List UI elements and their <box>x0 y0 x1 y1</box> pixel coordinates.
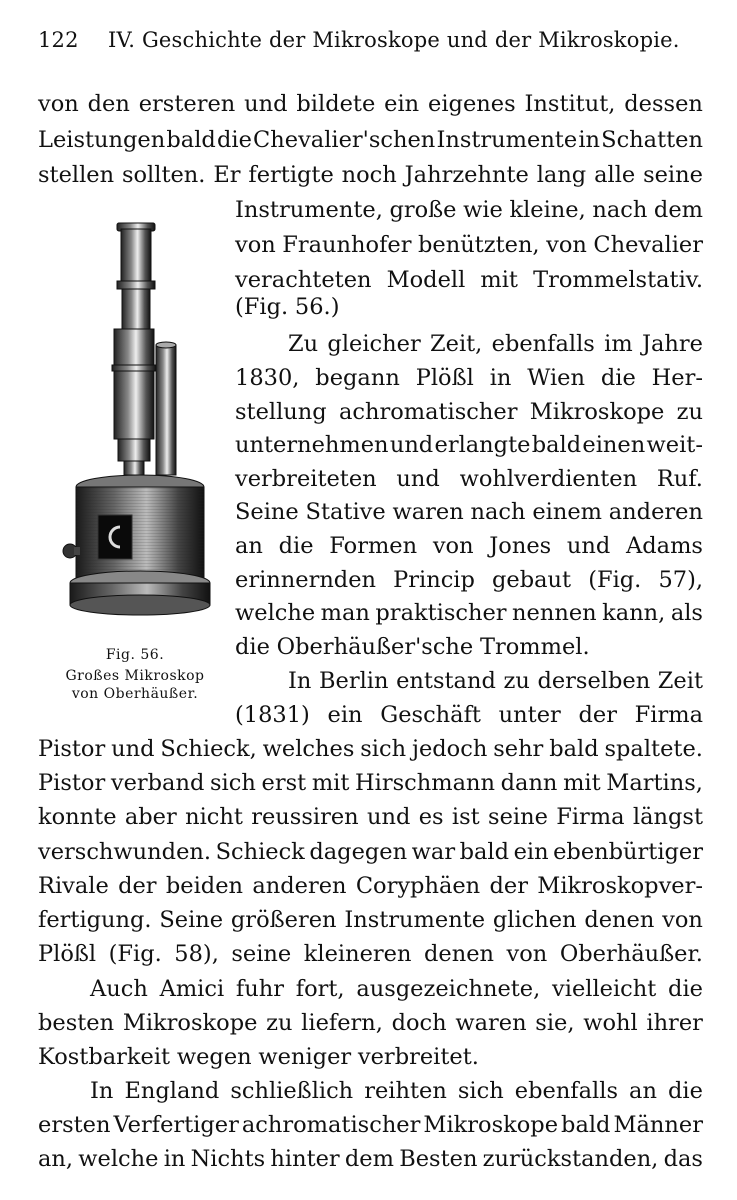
word: in <box>578 127 601 153</box>
word: glichen <box>492 907 577 933</box>
word: Berlin <box>319 668 389 694</box>
word: waren <box>392 499 464 525</box>
text-line <box>38 124 703 156</box>
word: verbreitet. <box>357 1044 479 1070</box>
word: seine <box>231 941 292 967</box>
figure-caption-line-2: von Oberhäußer. <box>71 686 199 702</box>
figure-caption-line-1: Großes Mikroskop <box>65 668 205 684</box>
word: einen <box>582 432 646 458</box>
word: ebenfalls <box>514 1078 618 1104</box>
word: Hirschmann <box>355 770 495 796</box>
word: ihrer <box>646 1010 703 1036</box>
word: aber <box>124 804 177 830</box>
word: Verfertiger <box>113 1112 239 1138</box>
word: welches <box>262 736 355 762</box>
word: die <box>668 1078 703 1104</box>
word: nicht <box>185 804 243 830</box>
word: Adams <box>626 533 703 559</box>
word: (Fig. <box>588 567 642 593</box>
word: dann <box>500 770 558 796</box>
word: Instrumente <box>344 907 486 933</box>
word: Schieck, <box>160 736 257 762</box>
word: Leistungen <box>38 127 166 153</box>
word: Pistor <box>38 736 106 762</box>
microscope-illustration <box>60 215 220 635</box>
word: ebenbürtiger <box>553 839 703 865</box>
word: und <box>389 432 434 458</box>
word: doch <box>391 1010 447 1036</box>
page-number: 122 <box>38 28 79 52</box>
word: und <box>244 91 288 117</box>
word: Schatten <box>601 127 703 153</box>
word: zu <box>503 668 530 694</box>
word: Trommel. <box>479 634 590 660</box>
word: mit <box>480 267 518 293</box>
word: anderen <box>608 499 703 525</box>
word: waren <box>455 1010 527 1036</box>
word: Jahre <box>642 331 703 357</box>
word: von <box>546 232 587 258</box>
word: Zu <box>288 331 319 357</box>
word: eigenes <box>428 91 516 117</box>
word: denen <box>424 941 495 967</box>
word: Pistor <box>38 770 106 796</box>
word: bald <box>561 1112 611 1138</box>
word: Plößl <box>415 365 474 391</box>
word: die <box>668 976 703 1002</box>
word: Nichts <box>190 1146 266 1172</box>
word: Oberhäußer'sche <box>276 634 474 660</box>
word: der <box>489 873 528 899</box>
word: England <box>124 1078 220 1104</box>
word: Oberhäußer. <box>559 941 703 967</box>
word: Trommelstativ. <box>533 267 703 293</box>
word: längst <box>632 804 703 830</box>
word: Auch <box>90 976 148 1002</box>
text-line <box>235 194 703 226</box>
word: an <box>629 1078 657 1104</box>
word: von <box>38 91 79 117</box>
word: war <box>411 839 456 865</box>
word: das <box>663 1146 703 1172</box>
word: von <box>432 533 474 559</box>
word: bildete <box>296 91 376 117</box>
word: ebenfalls <box>491 331 595 357</box>
text-line <box>288 328 703 360</box>
word: hinter <box>270 1146 340 1172</box>
word: Firma <box>556 804 625 830</box>
word: zurückstanden, <box>482 1146 659 1172</box>
word: sich <box>360 736 407 762</box>
word: welche <box>78 1146 159 1172</box>
word: beiden <box>165 873 244 899</box>
word: der <box>118 873 157 899</box>
word: bald <box>531 432 582 458</box>
word: wie <box>463 197 503 223</box>
text-line <box>38 836 703 868</box>
word: Fraunhofer <box>282 232 412 258</box>
word: Instrumente, <box>235 197 383 223</box>
word: Mikroskope <box>122 1010 258 1036</box>
word: 56.) <box>294 294 340 320</box>
text-line <box>90 1075 703 1107</box>
word: reihten <box>364 1078 447 1104</box>
word: (Fig. <box>235 294 289 320</box>
word: mit <box>311 770 350 796</box>
text-line <box>235 631 703 663</box>
word: anderen <box>252 873 347 899</box>
word: und <box>396 466 440 492</box>
word: verband <box>110 770 205 796</box>
word: Mikroskope <box>423 1112 559 1138</box>
word: erst <box>261 770 307 796</box>
word: Wien <box>527 365 585 391</box>
word: stellen <box>38 162 115 188</box>
word: der <box>578 702 617 728</box>
word: kleine, <box>509 197 586 223</box>
word: zu <box>266 1010 293 1036</box>
text-line <box>288 665 703 697</box>
word: Chevalier'schen <box>253 127 436 153</box>
word: Jones <box>489 533 552 559</box>
word: Rivale <box>38 873 109 899</box>
word: nach <box>592 197 648 223</box>
text-line <box>235 229 703 261</box>
word: Geschäft <box>380 702 481 728</box>
running-header <box>38 28 708 52</box>
text-line <box>235 396 703 428</box>
word: erinnernden <box>235 567 377 593</box>
text-line <box>235 362 703 394</box>
word: Besten <box>399 1146 478 1172</box>
word: als <box>670 600 703 626</box>
word: Her- <box>651 365 703 391</box>
word: fuhr <box>235 976 284 1002</box>
word: und <box>566 533 611 559</box>
word: von <box>235 232 276 258</box>
word: ausgezeichnete, <box>356 976 541 1002</box>
word: ist <box>451 804 480 830</box>
word: von <box>506 941 548 967</box>
text-line <box>38 1007 703 1039</box>
text-line <box>38 938 703 970</box>
word: und <box>111 736 155 762</box>
word: Firma <box>634 702 703 728</box>
word: unternehmen <box>235 432 389 458</box>
text-line <box>38 870 703 902</box>
word: kann, <box>602 600 666 626</box>
word: benützten, <box>417 232 540 258</box>
word: 1830, <box>235 365 300 391</box>
word: dagegen <box>309 839 408 865</box>
word: erlangte <box>434 432 531 458</box>
word: nach <box>470 499 526 525</box>
word: ein <box>327 702 363 728</box>
word: von <box>662 907 703 933</box>
word: Zeit <box>657 668 703 694</box>
text-line <box>38 904 703 936</box>
word: Modell <box>386 267 466 293</box>
word: mit <box>563 770 601 796</box>
word: Ruf. <box>656 466 703 492</box>
word: es <box>418 804 444 830</box>
text-line <box>235 463 703 495</box>
word: größeren <box>230 907 337 933</box>
text-line <box>38 88 703 120</box>
word: gleicher <box>327 331 421 357</box>
running-title: IV. Geschichte der Mikroskope und der Mikroskopie. <box>108 28 680 52</box>
text-line <box>235 291 703 323</box>
word: Seine <box>159 907 224 933</box>
word: In <box>288 668 312 694</box>
word: Plößl <box>38 941 97 967</box>
text-line <box>38 159 703 191</box>
word: ein <box>513 839 549 865</box>
word: In <box>90 1078 114 1104</box>
word: die <box>278 533 314 559</box>
word: derselben <box>537 668 651 694</box>
word: Kostbarkeit <box>38 1044 171 1070</box>
text-line <box>235 530 703 562</box>
word: die <box>235 634 270 660</box>
word: Chevalier <box>593 232 703 258</box>
word: verbreiteten <box>235 466 377 492</box>
word: sollten. <box>121 162 206 188</box>
text-line <box>38 1109 703 1141</box>
word: zu <box>676 399 703 425</box>
text-line <box>38 1041 703 1073</box>
word: die <box>216 127 252 153</box>
word: achromatischer <box>241 1112 421 1138</box>
word: sie, <box>535 1010 575 1036</box>
word: reussiren <box>251 804 359 830</box>
word: den <box>87 91 130 117</box>
text-line <box>38 1143 703 1175</box>
word: fertigung. <box>38 907 152 933</box>
word: Jahrzehnte <box>404 162 529 188</box>
word: im <box>604 331 633 357</box>
word: lang <box>536 162 587 188</box>
word: Mikroskope <box>529 399 665 425</box>
text-line <box>90 973 703 1005</box>
word: konnte <box>38 804 117 830</box>
word: gebaut <box>492 567 572 593</box>
word: alle <box>594 162 636 188</box>
word: wohl <box>583 1010 638 1036</box>
word: nennen <box>512 600 597 626</box>
word: weniger <box>258 1044 352 1070</box>
word: seine <box>643 162 703 188</box>
word: dem <box>653 197 703 223</box>
word: einem <box>532 499 602 525</box>
word: Amici <box>159 976 225 1002</box>
word: 58), <box>174 941 219 967</box>
word: praktischer <box>375 600 507 626</box>
word: Stative <box>305 499 386 525</box>
word: liefern, <box>301 1010 383 1036</box>
text-line <box>38 801 703 833</box>
word: Martins, <box>606 770 703 796</box>
word: an <box>235 533 263 559</box>
word: 57), <box>658 567 703 593</box>
word: sehr <box>493 736 544 762</box>
word: ein <box>384 91 420 117</box>
word: ersten <box>38 1112 111 1138</box>
word: dem <box>344 1146 394 1172</box>
word: bald <box>459 839 510 865</box>
word: entstand <box>396 668 496 694</box>
word: bald <box>549 736 599 762</box>
word: vielleicht <box>552 976 657 1002</box>
word: wohlverdienten <box>459 466 638 492</box>
word: Männer <box>613 1112 703 1138</box>
word: stellung <box>235 399 327 425</box>
word: man <box>320 600 370 626</box>
text-line <box>235 597 703 629</box>
word: spaltete. <box>604 736 703 762</box>
word: Instrumente <box>436 127 578 153</box>
text-line <box>38 767 703 799</box>
word: Schieck <box>215 839 305 865</box>
word: unter <box>498 702 561 728</box>
text-line <box>235 429 703 461</box>
word: (1831) <box>235 702 310 728</box>
word: Formen <box>329 533 418 559</box>
word: in <box>489 365 512 391</box>
word: fort, <box>295 976 345 1002</box>
figure-label: Fig. 56. <box>105 647 165 663</box>
text-line <box>235 564 703 596</box>
word: Mikroskopver- <box>537 873 703 899</box>
word: Coryphäen <box>355 873 481 899</box>
word: Institut, <box>524 91 616 117</box>
word: (Fig. <box>108 941 162 967</box>
word: jedoch <box>411 736 488 762</box>
word: weit- <box>646 432 703 458</box>
word: sich <box>457 1078 504 1104</box>
word: in <box>163 1146 186 1172</box>
word: Er <box>213 162 241 188</box>
word: welche <box>235 600 316 626</box>
word: besten <box>38 1010 115 1036</box>
word: verschwunden. <box>38 839 212 865</box>
word: und <box>366 804 411 830</box>
word: bald <box>166 127 216 153</box>
word: große <box>389 197 457 223</box>
text-line <box>235 496 703 528</box>
word: die <box>600 365 636 391</box>
word: Princip <box>393 567 475 593</box>
word: kleineren <box>303 941 412 967</box>
word: ersteren <box>138 91 236 117</box>
word: seine <box>488 804 548 830</box>
word: wegen <box>176 1044 252 1070</box>
word: fertigte <box>248 162 334 188</box>
word: an, <box>38 1146 74 1172</box>
word: achromatischer <box>338 399 518 425</box>
word: schließlich <box>230 1078 354 1104</box>
word: verachteten <box>235 267 372 293</box>
text-line <box>38 733 703 765</box>
word: Seine <box>235 499 299 525</box>
word: noch <box>341 162 397 188</box>
word: dessen <box>624 91 703 117</box>
word: begann <box>315 365 400 391</box>
word: sich <box>210 770 256 796</box>
word: Zeit, <box>430 331 483 357</box>
word: denen <box>584 907 655 933</box>
text-line <box>235 699 703 731</box>
